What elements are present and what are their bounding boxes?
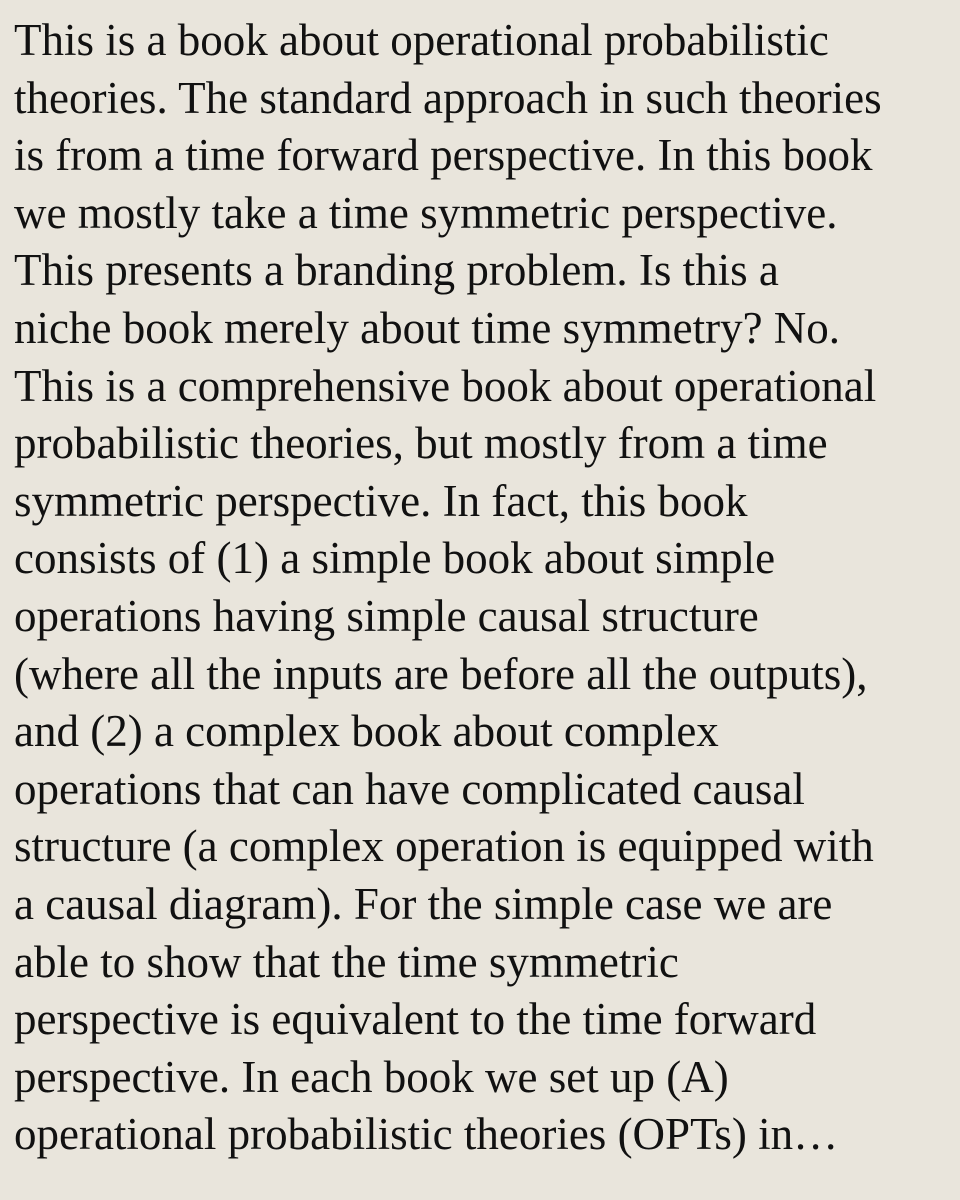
text-line-10: consists of (1) a simple book about simple: [14, 533, 776, 584]
text-line-18: perspective is equivalent to the time forward: [14, 994, 817, 1045]
text-line-8: probabilistic theories, but mostly from a time: [14, 418, 828, 469]
abstract-text: [14, 12, 960, 1164]
text-line-1: This is a book about operational probabilistic: [14, 15, 829, 65]
text-line-14: operations that can have complicated causal: [14, 763, 805, 814]
text-line-19: perspective. In each book we set up (A): [14, 1051, 729, 1102]
text-line-15: structure (a complex operation is equipped with: [14, 821, 874, 872]
text-line-7: This is a comprehensive book about operational: [14, 360, 877, 411]
text-line-9: symmetric perspective. In fact, this book: [14, 475, 748, 526]
text-line-4: we mostly take a time symmetric perspective.: [14, 187, 838, 238]
text-line-17: able to show that the time symmetric: [14, 936, 679, 987]
text-line-12: (where all the inputs are before all the outputs),: [14, 648, 868, 699]
text-line-13: and (2) a complex book about complex: [14, 706, 719, 757]
text-line-11: operations having simple causal structure: [14, 590, 759, 641]
text-line-5: This presents a branding problem. Is this a: [14, 245, 779, 296]
text-line-16: a causal diagram). For the simple case we are: [14, 878, 833, 929]
text-line-20: operational probabilistic theories (OPTs) in…: [14, 1109, 839, 1160]
text-line-3: is from a time forward perspective. In this book: [14, 130, 873, 181]
text-line-6: niche book merely about time symmetry? No.: [14, 302, 841, 353]
text-line-2: theories. The standard approach in such theories: [14, 72, 882, 123]
